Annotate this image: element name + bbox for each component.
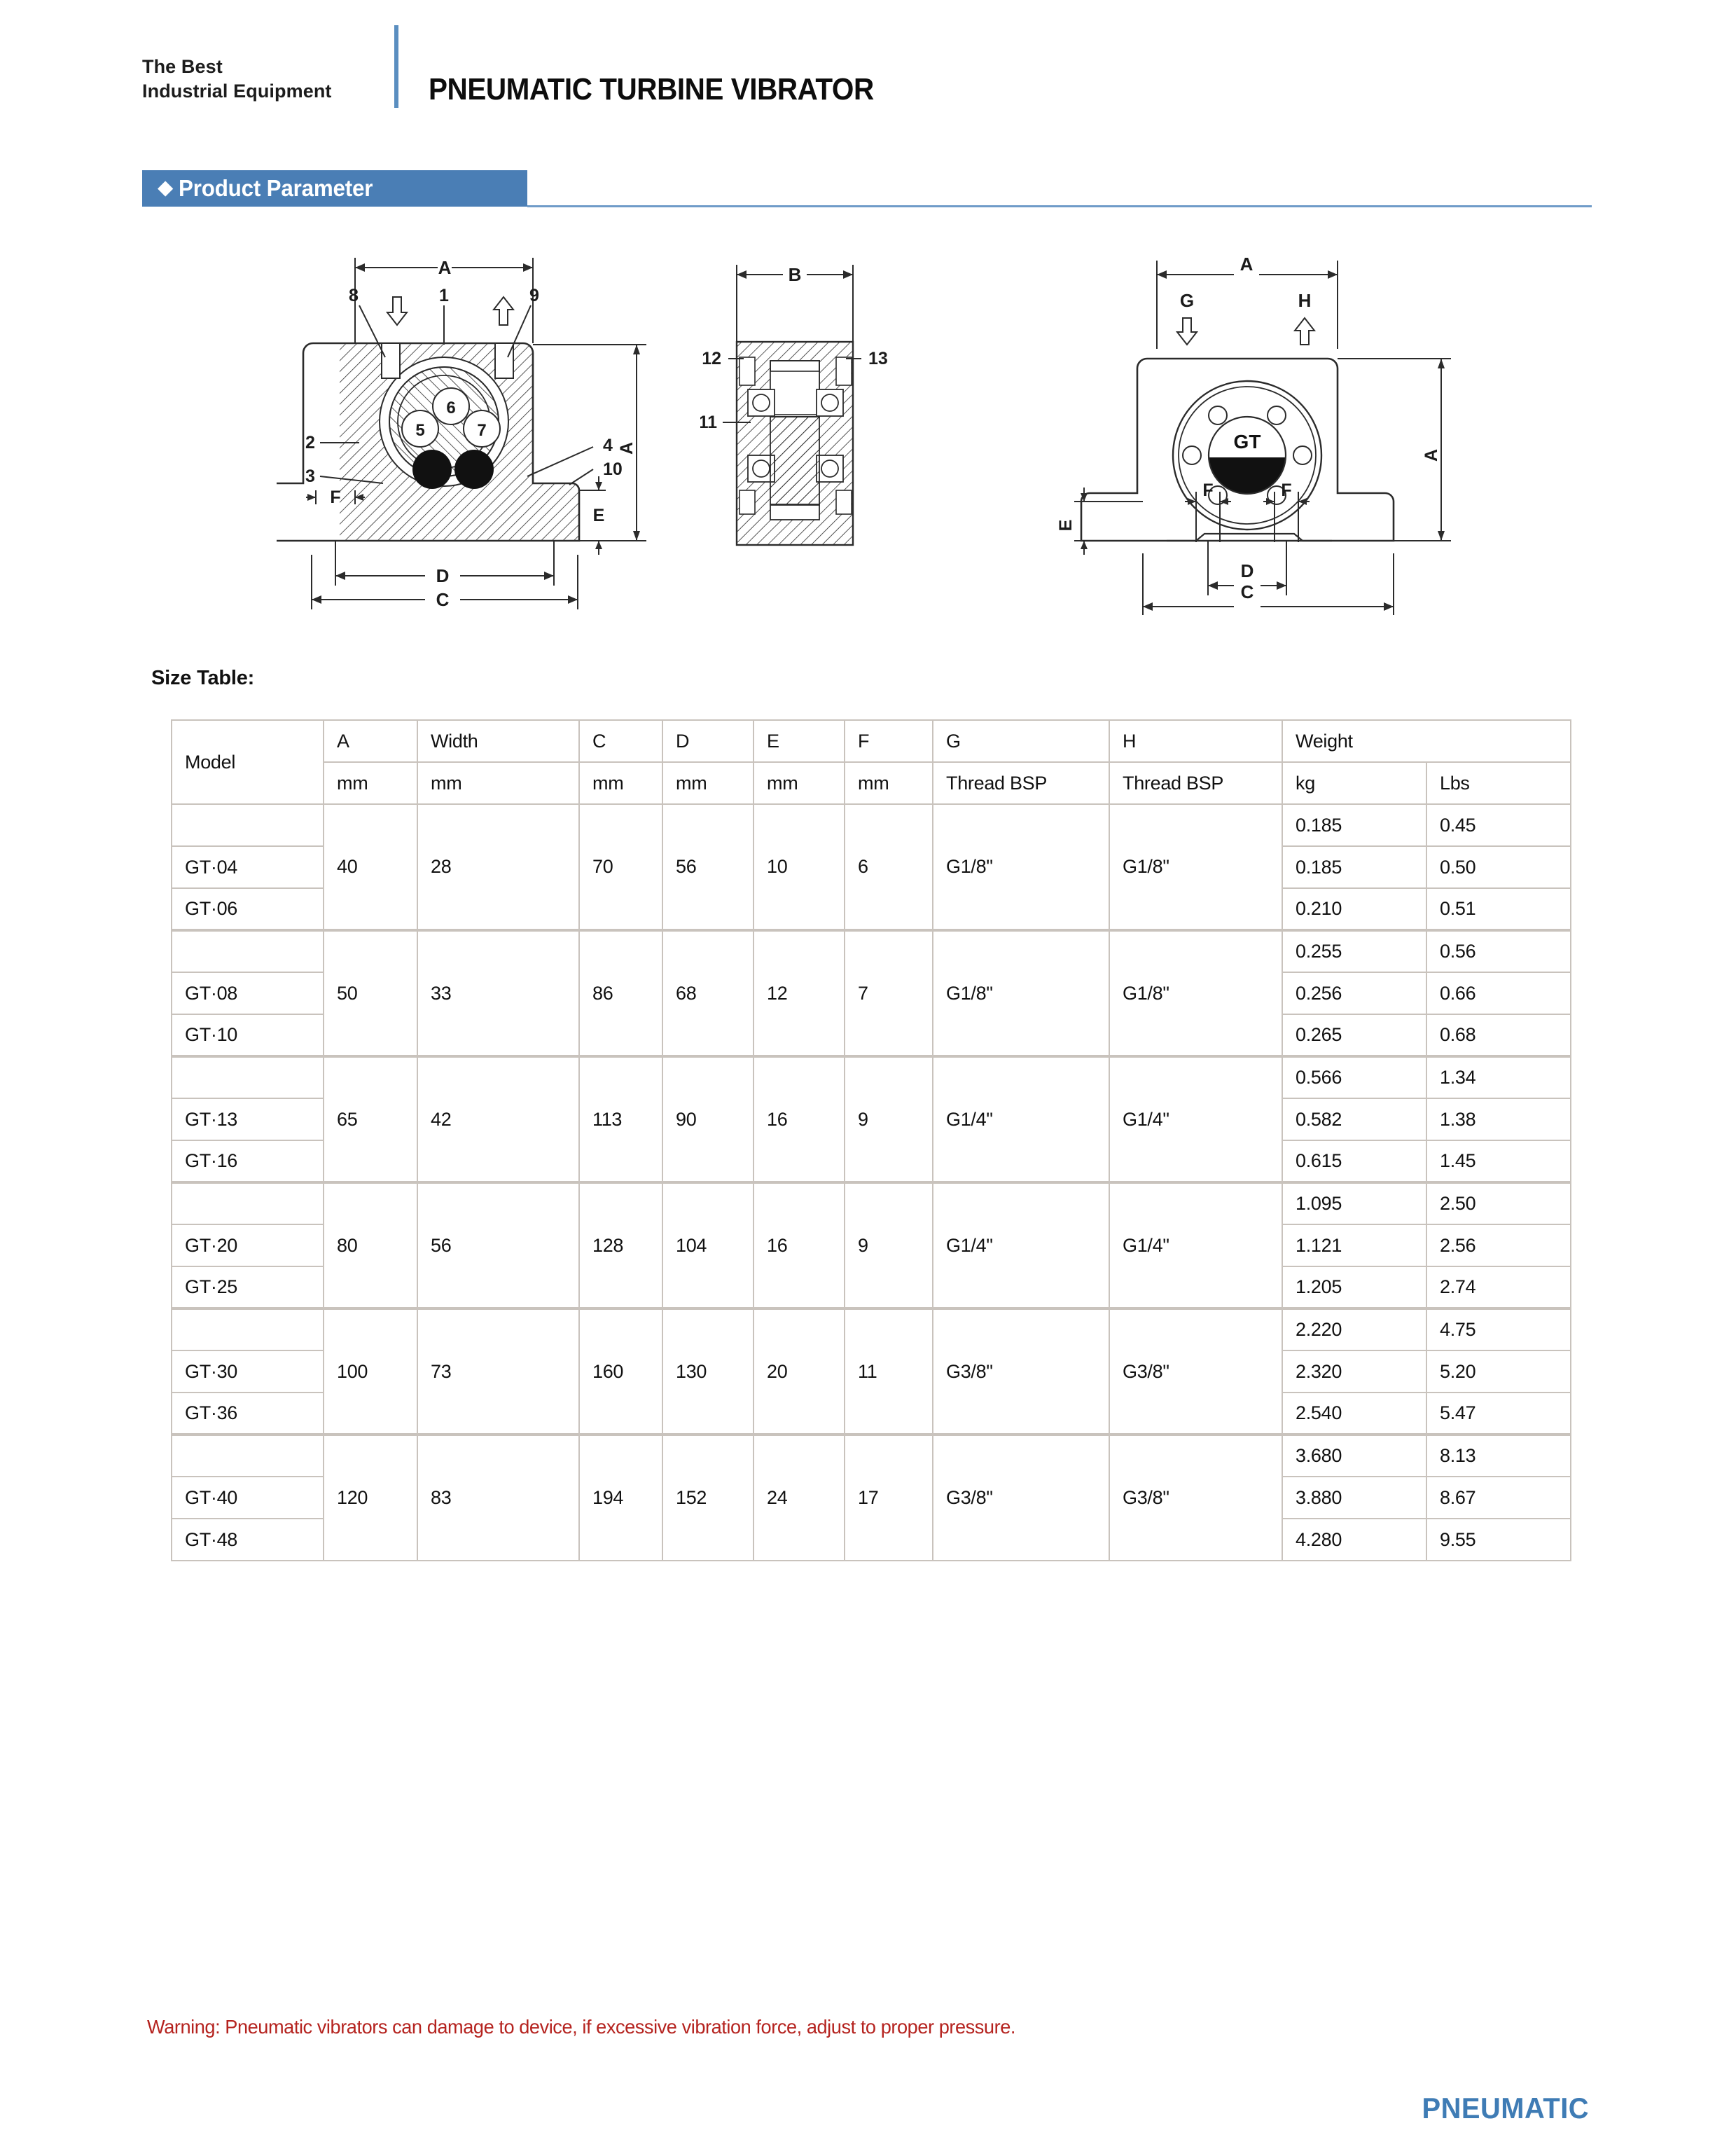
cell-model: GT·36 <box>172 1393 324 1435</box>
header-divider <box>394 25 398 108</box>
cell-model <box>172 804 324 846</box>
cell-a: 80 <box>324 1182 417 1308</box>
cell-h: G1/4" <box>1109 1182 1282 1308</box>
cell-c: 113 <box>579 1056 662 1182</box>
cell-width: 28 <box>417 804 579 930</box>
svg-text:10: 10 <box>603 460 623 479</box>
unit-header-e: mm <box>754 762 845 804</box>
svg-text:3: 3 <box>305 467 315 486</box>
cell-model: GT·06 <box>172 888 324 930</box>
cell-weight-kg: 2.320 <box>1282 1350 1426 1393</box>
cell-width: 56 <box>417 1182 579 1308</box>
brand-logo <box>142 55 332 104</box>
svg-text:4: 4 <box>603 436 613 455</box>
cell-model <box>172 1435 324 1477</box>
cell-weight-kg: 0.185 <box>1282 804 1426 846</box>
cell-weight-kg: 0.615 <box>1282 1140 1426 1182</box>
unit-header-g: Thread BSP <box>933 762 1109 804</box>
cell-weight-kg: 0.255 <box>1282 930 1426 972</box>
svg-text:A: A <box>438 257 452 278</box>
cell-model: GT·04 <box>172 846 324 888</box>
svg-text:12: 12 <box>702 349 721 368</box>
cell-f: 11 <box>845 1308 933 1435</box>
svg-text:F: F <box>330 488 341 507</box>
cell-e: 20 <box>754 1308 845 1435</box>
svg-text:F: F <box>1281 481 1292 500</box>
cell-model: GT·25 <box>172 1266 324 1308</box>
cell-weight-kg: 0.566 <box>1282 1056 1426 1098</box>
table-row <box>172 1182 1571 1224</box>
cell-width: 33 <box>417 930 579 1056</box>
col-header-g: G <box>933 720 1109 762</box>
brand-line-2: Industrial Equipment <box>142 81 332 102</box>
cell-model: GT·20 <box>172 1224 324 1266</box>
cell-weight-kg: 1.095 <box>1282 1182 1426 1224</box>
size-table <box>171 719 1571 1561</box>
cell-model: GT·08 <box>172 972 324 1014</box>
size-table-label: Size Table: <box>151 667 255 689</box>
svg-text:D: D <box>1240 560 1254 581</box>
cell-model: GT·13 <box>172 1098 324 1140</box>
cell-weight-kg: 2.220 <box>1282 1308 1426 1350</box>
cell-e: 24 <box>754 1435 845 1561</box>
footer-brand: PNEUMATIC <box>1422 2092 1589 2124</box>
cell-width: 42 <box>417 1056 579 1182</box>
cell-a: 65 <box>324 1056 417 1182</box>
cell-weight-lbs: 0.56 <box>1426 930 1571 972</box>
cell-a: 100 <box>324 1308 417 1435</box>
svg-text:H: H <box>1298 290 1312 311</box>
cell-weight-kg: 0.210 <box>1282 888 1426 930</box>
cell-weight-lbs: 0.68 <box>1426 1014 1571 1056</box>
cell-a: 50 <box>324 930 417 1056</box>
cell-d: 104 <box>662 1182 754 1308</box>
cell-d: 90 <box>662 1056 754 1182</box>
cell-h: G1/8" <box>1109 804 1282 930</box>
section-banner-rule <box>527 205 1592 207</box>
cell-h: G1/8" <box>1109 930 1282 1056</box>
cell-c: 128 <box>579 1182 662 1308</box>
cell-weight-lbs: 0.45 <box>1426 804 1571 846</box>
brand-line-1: The Best <box>142 56 223 77</box>
table-header-row-units <box>172 762 1571 804</box>
svg-text:GT: GT <box>1233 431 1261 452</box>
warning-note: Warning: Pneumatic vibrators can damage to device, if excessive vibration force, adjust to proper pressure. <box>147 2016 1015 2038</box>
cell-weight-lbs: 5.47 <box>1426 1393 1571 1435</box>
cell-d: 152 <box>662 1435 754 1561</box>
col-header-d: D <box>662 720 754 762</box>
unit-header-lbs: Lbs <box>1426 762 1571 804</box>
svg-text:8: 8 <box>349 286 359 305</box>
cell-g: G3/8" <box>933 1435 1109 1561</box>
cell-a: 40 <box>324 804 417 930</box>
diamond-bullet-icon: ◆ <box>158 176 174 199</box>
cell-g: G1/8" <box>933 930 1109 1056</box>
svg-text:E: E <box>592 506 605 525</box>
cell-weight-lbs: 2.50 <box>1426 1182 1571 1224</box>
svg-text:B: B <box>788 264 802 285</box>
cell-g: G3/8" <box>933 1308 1109 1435</box>
cell-weight-lbs: 1.38 <box>1426 1098 1571 1140</box>
table-row <box>172 1435 1571 1477</box>
svg-text:A: A <box>1422 448 1441 462</box>
unit-header-kg: kg <box>1282 762 1426 804</box>
cell-g: G1/4" <box>933 1182 1109 1308</box>
size-table-body <box>172 804 1571 1561</box>
svg-text:6: 6 <box>446 399 456 417</box>
cell-h: G3/8" <box>1109 1435 1282 1561</box>
cell-h: G1/4" <box>1109 1056 1282 1182</box>
svg-text:9: 9 <box>529 286 539 305</box>
cell-f: 6 <box>845 804 933 930</box>
table-row <box>172 930 1571 972</box>
cell-weight-kg: 0.265 <box>1282 1014 1426 1056</box>
svg-text:1: 1 <box>439 286 449 305</box>
page-header <box>0 0 1736 147</box>
size-table-head <box>172 720 1571 804</box>
col-header-model: Model <box>172 720 324 804</box>
col-header-a: A <box>324 720 417 762</box>
cell-h: G3/8" <box>1109 1308 1282 1435</box>
unit-header-width: mm <box>417 762 579 804</box>
cell-weight-lbs: 0.66 <box>1426 972 1571 1014</box>
cell-f: 9 <box>845 1182 933 1308</box>
unit-header-h: Thread BSP <box>1109 762 1282 804</box>
col-header-c: C <box>579 720 662 762</box>
technical-drawings <box>0 231 1736 651</box>
col-header-width: Width <box>417 720 579 762</box>
cell-model: GT·40 <box>172 1477 324 1519</box>
cell-f: 7 <box>845 930 933 1056</box>
drawing-front-elevation-view <box>1036 245 1485 627</box>
unit-header-a: mm <box>324 762 417 804</box>
section-banner-product-parameter <box>142 170 527 207</box>
cell-weight-kg: 3.880 <box>1282 1477 1426 1519</box>
cell-weight-lbs: 0.50 <box>1426 846 1571 888</box>
cell-width: 73 <box>417 1308 579 1435</box>
svg-text:A: A <box>617 441 637 455</box>
cell-weight-lbs: 0.51 <box>1426 888 1571 930</box>
cell-f: 17 <box>845 1435 933 1561</box>
cell-model <box>172 1182 324 1224</box>
col-header-e: E <box>754 720 845 762</box>
svg-text:F: F <box>1202 481 1214 500</box>
cell-weight-kg: 0.582 <box>1282 1098 1426 1140</box>
cell-c: 70 <box>579 804 662 930</box>
cell-weight-lbs: 8.13 <box>1426 1435 1571 1477</box>
cell-model <box>172 1056 324 1098</box>
table-row <box>172 1056 1571 1098</box>
cell-weight-lbs: 2.74 <box>1426 1266 1571 1308</box>
cell-model <box>172 930 324 972</box>
cell-weight-kg: 4.280 <box>1282 1519 1426 1561</box>
svg-text:D: D <box>436 565 450 586</box>
section-banner-label: Product Parameter <box>179 175 373 201</box>
cell-model: GT·48 <box>172 1519 324 1561</box>
cell-weight-lbs: 9.55 <box>1426 1519 1571 1561</box>
cell-model: GT·16 <box>172 1140 324 1182</box>
svg-text:G: G <box>1179 290 1195 311</box>
cell-weight-lbs: 4.75 <box>1426 1308 1571 1350</box>
cell-d: 56 <box>662 804 754 930</box>
col-header-weight: Weight <box>1282 720 1571 762</box>
svg-text:C: C <box>1240 581 1254 602</box>
cell-e: 10 <box>754 804 845 930</box>
cell-c: 160 <box>579 1308 662 1435</box>
cell-model <box>172 1308 324 1350</box>
col-header-f: F <box>845 720 933 762</box>
unit-header-c: mm <box>579 762 662 804</box>
cell-d: 68 <box>662 930 754 1056</box>
svg-text:7: 7 <box>477 421 487 440</box>
section-banner-wrap <box>0 170 1736 209</box>
cell-model: GT·10 <box>172 1014 324 1056</box>
cell-d: 130 <box>662 1308 754 1435</box>
cell-weight-kg: 1.205 <box>1282 1266 1426 1308</box>
cell-model: GT·30 <box>172 1350 324 1393</box>
cell-weight-lbs: 2.56 <box>1426 1224 1571 1266</box>
cell-c: 86 <box>579 930 662 1056</box>
cell-weight-lbs: 5.20 <box>1426 1350 1571 1393</box>
cell-weight-lbs: 8.67 <box>1426 1477 1571 1519</box>
table-row <box>172 1308 1571 1350</box>
col-header-h: H <box>1109 720 1282 762</box>
cell-weight-kg: 3.680 <box>1282 1435 1426 1477</box>
cell-weight-kg: 2.540 <box>1282 1393 1426 1435</box>
cell-a: 120 <box>324 1435 417 1561</box>
cell-c: 194 <box>579 1435 662 1561</box>
cell-g: G1/8" <box>933 804 1109 930</box>
page-title: PNEUMATIC TURBINE VIBRATOR <box>429 72 874 106</box>
cell-width: 83 <box>417 1435 579 1561</box>
unit-header-d: mm <box>662 762 754 804</box>
cell-e: 12 <box>754 930 845 1056</box>
drawing-cross-section-side-view <box>700 252 980 585</box>
svg-text:13: 13 <box>868 349 888 368</box>
cell-g: G1/4" <box>933 1056 1109 1182</box>
svg-text:E: E <box>1056 519 1076 532</box>
cell-e: 16 <box>754 1056 845 1182</box>
cell-weight-kg: 1.121 <box>1282 1224 1426 1266</box>
table-header-row-top <box>172 720 1571 762</box>
unit-header-f: mm <box>845 762 933 804</box>
drawing-cross-section-front-view <box>277 238 669 634</box>
svg-text:11: 11 <box>700 413 717 432</box>
cell-f: 9 <box>845 1056 933 1182</box>
svg-text:C: C <box>436 589 450 610</box>
cell-weight-lbs: 1.45 <box>1426 1140 1571 1182</box>
svg-text:A: A <box>1239 254 1254 275</box>
cell-weight-kg: 0.185 <box>1282 846 1426 888</box>
size-table-wrapper <box>171 719 1571 1561</box>
svg-text:5: 5 <box>415 421 425 440</box>
cell-weight-kg: 0.256 <box>1282 972 1426 1014</box>
cell-weight-lbs: 1.34 <box>1426 1056 1571 1098</box>
svg-text:2: 2 <box>305 433 315 452</box>
cell-e: 16 <box>754 1182 845 1308</box>
table-row <box>172 804 1571 846</box>
